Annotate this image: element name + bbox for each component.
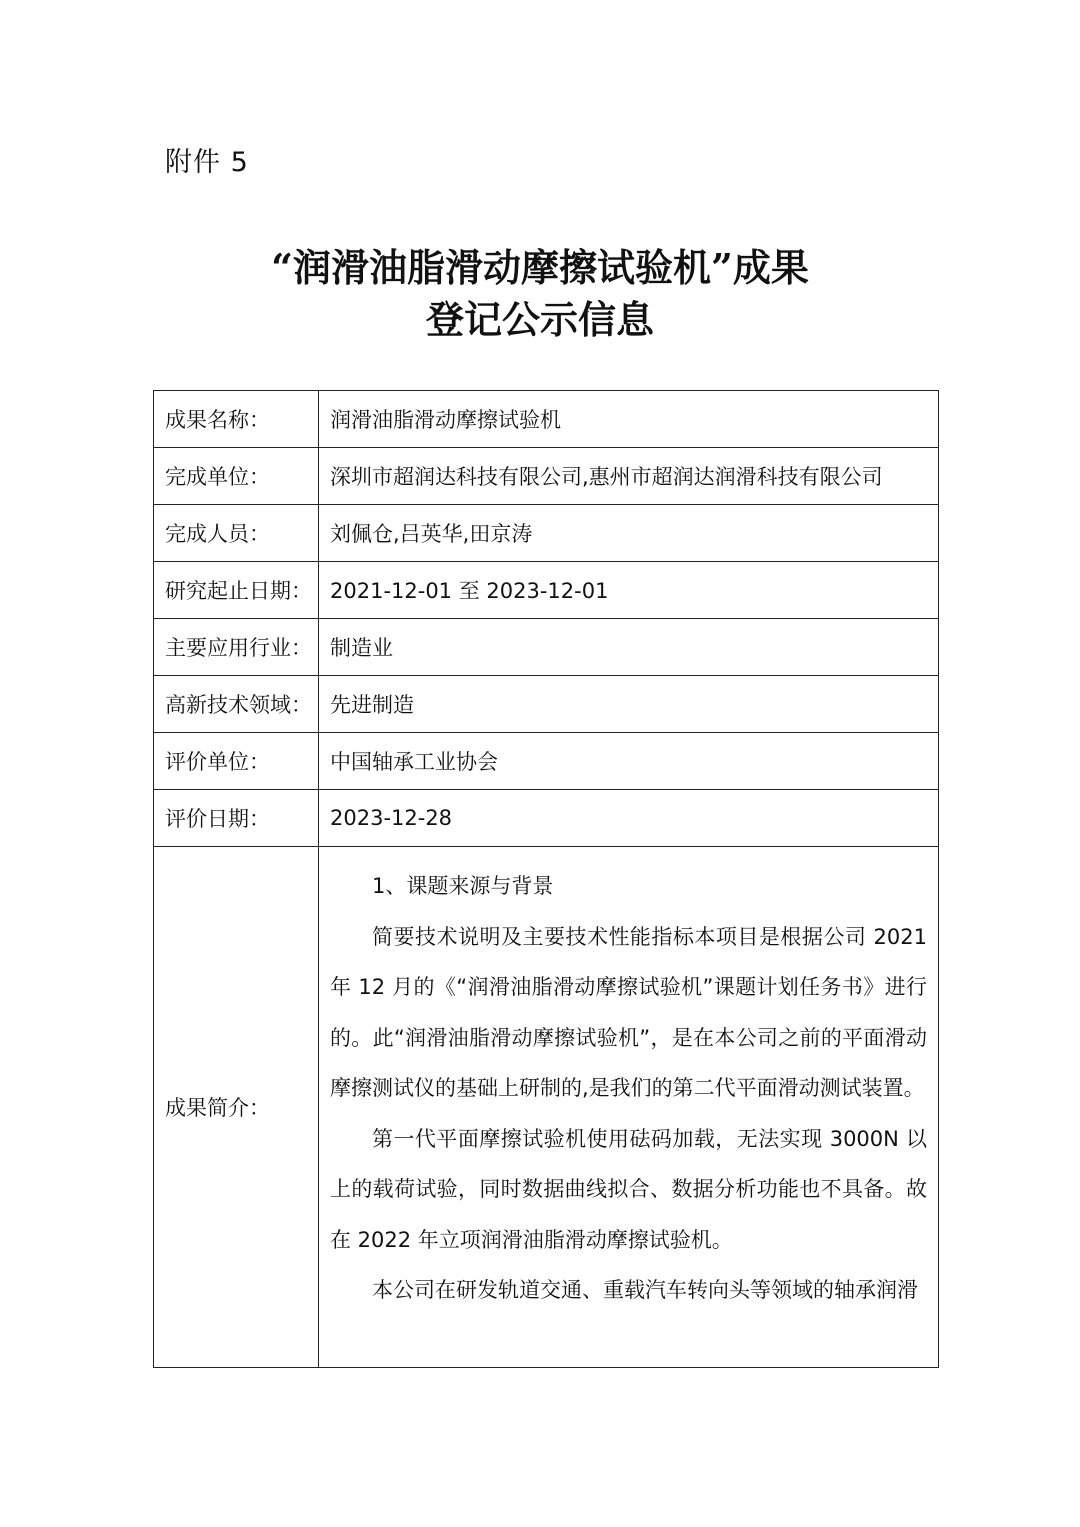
page-title xyxy=(0,242,1080,346)
row-label: 研究起止日期： xyxy=(154,562,319,619)
row-value: 2021-12-01 至 2023-12-01 xyxy=(319,562,939,619)
table-row xyxy=(154,448,939,505)
table-row xyxy=(154,562,939,619)
row-value: 深圳市超润达科技有限公司,惠州市超润达润滑科技有限公司 xyxy=(319,448,939,505)
row-label: 完成单位： xyxy=(154,448,319,505)
row-value: 制造业 xyxy=(319,619,939,676)
row-label: 评价日期： xyxy=(154,790,319,847)
row-label: 高新技术领域： xyxy=(154,676,319,733)
summary-heading: 1、课题来源与背景 xyxy=(372,874,554,898)
summary-row xyxy=(154,847,939,1368)
summary-content xyxy=(319,847,939,1368)
summary-text-area xyxy=(330,861,927,1353)
row-value: 中国轴承工业协会 xyxy=(319,733,939,790)
table-row xyxy=(154,619,939,676)
summary-paragraph: 第一代平面摩擦试验机使用砝码加载，无法实现 3000N 以上的载荷试验，同时数据曲线拟合、数据分析功能也不具备。故在 2022 年立项润滑油脂滑动摩擦试验机。 xyxy=(330,1126,927,1252)
table-row xyxy=(154,733,939,790)
row-label: 评价单位： xyxy=(154,733,319,790)
row-value: 润滑油脂滑动摩擦试验机 xyxy=(319,391,939,448)
table-row xyxy=(154,391,939,448)
row-value: 2023-12-28 xyxy=(319,790,939,847)
table-row xyxy=(154,505,939,562)
row-label: 成果名称： xyxy=(154,391,319,448)
row-label: 主要应用行业： xyxy=(154,619,319,676)
summary-label: 成果简介： xyxy=(154,847,319,1368)
row-value: 刘佩仓,吕英华,田京涛 xyxy=(319,505,939,562)
row-label: 完成人员： xyxy=(154,505,319,562)
info-table xyxy=(153,390,939,1368)
title-line-2: 登记公示信息 xyxy=(425,297,654,342)
row-value: 先进制造 xyxy=(319,676,939,733)
table-row xyxy=(154,676,939,733)
summary-paragraph: 本公司在研发轨道交通、重载汽车转向头等领域的轴承润滑 xyxy=(372,1278,918,1302)
summary-paragraph: 简要技术说明及主要技术性能指标本项目是根据公司 2021 年 12 月的《“润滑油脂滑动摩擦试验机”课题计划任务书》进行的。此“润滑油脂滑动摩擦试验机”，是在本公司之前的平面滑动摩擦测试仪的基础上研制的,是我们的第二代平面滑动测试装置。 xyxy=(330,924,927,1100)
table-row xyxy=(154,790,939,847)
attachment-label: 附件 5 xyxy=(165,147,249,178)
title-line-1: “润滑油脂滑动摩擦试验机”成果 xyxy=(271,245,809,290)
